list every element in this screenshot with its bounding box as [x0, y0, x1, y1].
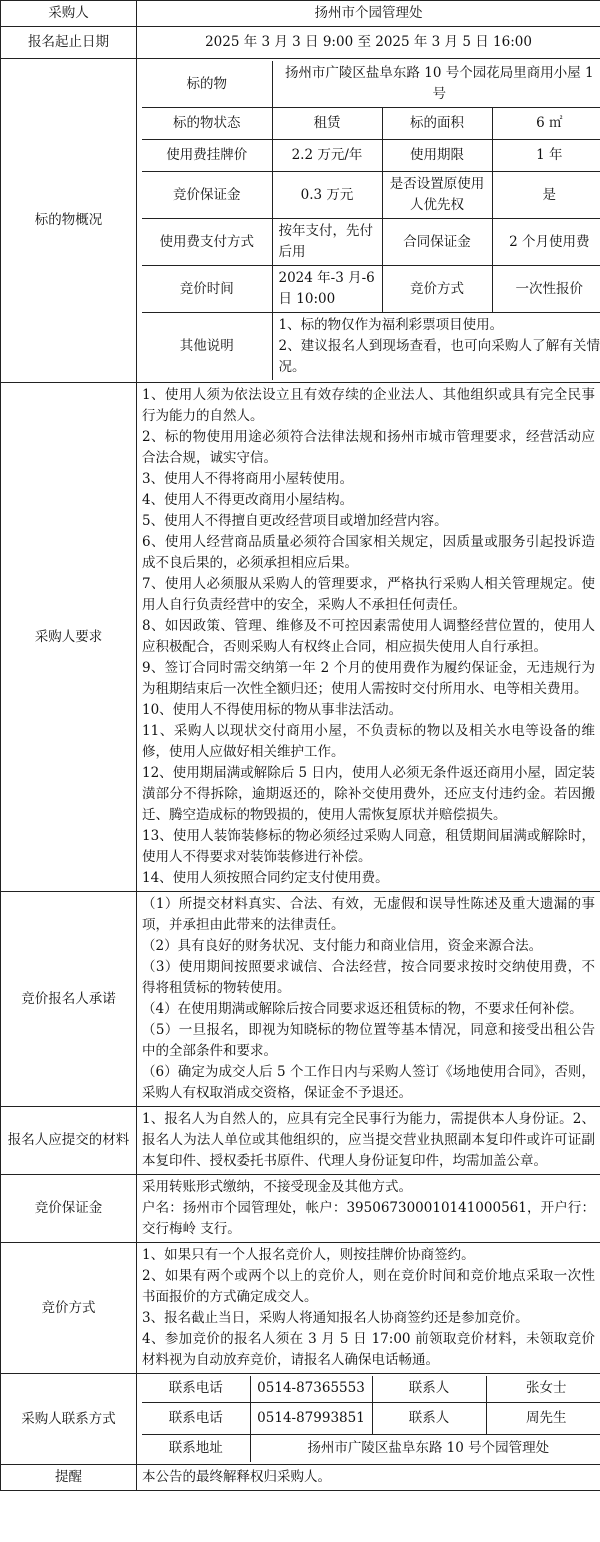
status-row — [142, 108, 600, 140]
area-label: 标的面积 — [382, 108, 492, 140]
deposit-label: 竞价保证金 — [142, 172, 272, 219]
person-value: 周先生 — [486, 1402, 600, 1434]
overview-row — [1, 59, 600, 383]
price-row — [142, 140, 600, 172]
priority-label: 是否设置原使用人优先权 — [382, 172, 492, 219]
requirement-item: 7、使用人必须服从采购人的管理要求，严格执行采购人相关管理规定。使用人自行负责经营中的安全，采购人不承担任何责任。 — [142, 576, 595, 613]
commitment-item: （3）使用期间按照要求诚信、合法经营，按合同要求按时交纳使用费，不得将租赁标的物转使用。 — [142, 959, 595, 996]
bidding-item: 2、如果有两个或两个以上的竞价人，则在竞价时间和竞价地点采取一次性书面报价的方式确定成交人。 — [142, 1268, 595, 1305]
requirement-item: 3、使用人不得将商用小屋转使用。 — [142, 471, 354, 487]
bid-method-value: 一次性报价 — [492, 266, 600, 313]
materials-label: 报名人应提交的材料 — [1, 1107, 137, 1175]
requirement-item: 9、签订合同时需交纳第一年 2 个月的使用费作为履约保证金，无违规行为为租期结束后一次性全额归还；使用人需按时交付所用水、电等相关费用。 — [142, 660, 595, 697]
phone-value: 0514-87993851 — [250, 1402, 372, 1434]
registration-value: 2025 年 3 月 3 日 9:00 至 2025 年 3 月 5 日 16:00 — [137, 27, 600, 59]
bidding-row — [1, 1243, 600, 1374]
commitment-text — [137, 892, 600, 1107]
requirement-item: 6、使用人经营商品质量必须符合国家相关规定，因质量或服务引起投诉造成不良后果的，必须承担相应后果。 — [142, 534, 595, 571]
contact-row — [1, 1374, 600, 1465]
requirements-row — [1, 383, 600, 892]
bidding-item: 4、参加竞价的报名人须在 3 月 5 日 17:00 前领取竞价材料，未领取竞价材料视为自动放弃竞价，请报名人确保电话畅通。 — [142, 1331, 595, 1368]
bid-time-label: 竞价时间 — [142, 266, 272, 313]
phone-value: 0514-87365553 — [250, 1376, 372, 1402]
materials-text: 1、报名人为自然人的，应具有完全民事行为能力，需提供本人身份证。2、报名人为法人单位或其他组织的，应当提交营业执照副本复印件或许可证副本复印件、授权委托书原件、代理人身份证复印件，均需加盖公章。 — [142, 1111, 595, 1169]
commitment-item: （1）所提交材料真实、合法、有效，无虚假和误导性陈述及重大遗漏的事项，并承担由此带来的法律责任。 — [142, 896, 595, 933]
requirement-item: 11、采购人以现状交付商用小屋，不负责标的物以及相关水电等设备的维修，使用人应做好相关维护工作。 — [142, 723, 595, 760]
purchaser-value: 扬州市个园管理处 — [137, 1, 600, 27]
price-label: 使用费挂牌价 — [142, 140, 272, 172]
other-item: 2、建议报名人到现场查看，也可向采购人了解有关情况。 — [278, 338, 600, 375]
purchaser-label: 采购人 — [1, 1, 137, 27]
person-value: 张女士 — [486, 1376, 600, 1402]
requirement-item: 1、使用人须为依法设立且有效存续的企业法人、其他组织或具有完全民事行为能力的自然人。 — [142, 387, 595, 424]
commitment-item: （4）在使用期满或解除后按合同要求返还租赁标的物，不要求任何补偿。 — [142, 1001, 583, 1017]
person-label: 联系人 — [372, 1376, 486, 1402]
commitment-row — [1, 892, 600, 1107]
requirement-item: 12、使用期届满或解除后 5 日内，使用人必须无条件返还商用小屋，固定装潢部分不得拆除，逾期返还的，除补交使用费外，还应支付违约金。若因搬迁、腾空造成标的物毁损的，使用人需恢复原状并赔偿损失。 — [142, 765, 595, 823]
contact-table — [142, 1376, 600, 1462]
contact-label: 采购人联系方式 — [1, 1374, 137, 1465]
commitment-item: （5）一旦报名，即视为知晓标的物位置等基本情况，同意和接受出租公告中的全部条件和要求。 — [142, 1022, 595, 1059]
deposit-info-label: 竞价保证金 — [1, 1175, 137, 1243]
deposit-info-row — [1, 1175, 600, 1243]
contract-deposit-label: 合同保证金 — [382, 219, 492, 266]
subject-value: 扬州市广陵区盐阜东路 10 号个园花局里商用小屋 1 号 — [272, 61, 600, 108]
requirement-item: 4、使用人不得更改商用小屋结构。 — [142, 492, 354, 508]
period-label: 使用期限 — [382, 140, 492, 172]
requirement-item: 14、使用人须按照合同约定支付使用费。 — [142, 870, 389, 886]
materials-row — [1, 1107, 600, 1175]
bid-time-row — [142, 266, 600, 313]
priority-value: 是 — [492, 172, 600, 219]
area-value: 6 ㎡ — [492, 108, 600, 140]
deposit-info-line: 户名：扬州市个园管理处，帐户：395067300010141000561，开户行：交行梅岭 支行。 — [142, 1200, 595, 1237]
bidding-item: 1、如果只有一个人报名竞价人，则按挂牌价协商签约。 — [142, 1247, 475, 1263]
reminder-label: 提醒 — [1, 1465, 137, 1491]
overview-table — [142, 61, 600, 380]
other-text — [272, 313, 600, 381]
requirements-text — [137, 383, 600, 892]
payment-label: 使用费支付方式 — [142, 219, 272, 266]
other-item: 1、标的物仅作为福利彩票项目使用。 — [278, 317, 504, 333]
phone-label: 联系电话 — [142, 1376, 250, 1402]
commitment-item: （6）确定为成交人后 5 个工作日内与采购人签订《场地使用合同》，否则，采购人有权取消成交资格，保证金不予退还。 — [142, 1064, 595, 1101]
bidding-label: 竞价方式 — [1, 1243, 137, 1374]
subject-label: 标的物 — [142, 61, 272, 108]
reminder-row — [1, 1465, 600, 1491]
purchaser-row — [1, 1, 600, 27]
other-label: 其他说明 — [142, 313, 272, 381]
period-value: 1 年 — [492, 140, 600, 172]
requirement-item: 2、标的物使用用途必须符合法律法规和扬州市城市管理要求，经营活动应合法合规，诚实守信。 — [142, 429, 595, 466]
requirement-item: 5、使用人不得擅自更改经营项目或增加经营内容。 — [142, 513, 448, 529]
address-label: 联系地址 — [142, 1434, 250, 1462]
requirements-label: 采购人要求 — [1, 383, 137, 892]
status-label: 标的物状态 — [142, 108, 272, 140]
address-value: 扬州市广陵区盐阜东路 10 号个园管理处 — [250, 1434, 600, 1462]
contact-item — [142, 1376, 600, 1402]
bidding-text — [137, 1243, 600, 1374]
bid-time-value: 2024 年-3 月-6 日 10:00 — [272, 266, 382, 313]
payment-row — [142, 219, 600, 266]
status-value: 租赁 — [272, 108, 382, 140]
deposit-row — [142, 172, 600, 219]
phone-label: 联系电话 — [142, 1402, 250, 1434]
contact-item — [142, 1402, 600, 1434]
bid-method-label: 竞价方式 — [382, 266, 492, 313]
commitment-label: 竞价报名人承诺 — [1, 892, 137, 1107]
registration-row — [1, 27, 600, 59]
requirement-item: 8、如因政策、管理、维修及不可控因素需使用人调整经营位置的，使用人应积极配合，否则采购人有权终止合同，相应损失使用人自行承担。 — [142, 618, 595, 655]
subject-row — [142, 61, 600, 108]
price-value: 2.2 万元/年 — [272, 140, 382, 172]
address-row — [142, 1434, 600, 1462]
contract-deposit-value: 2 个月使用费 — [492, 219, 600, 266]
bidding-item: 3、报名截止当日，采购人将通知报名人协商签约还是参加竞价。 — [142, 1310, 529, 1326]
deposit-info-line: 采用转账形式缴纳，不接受现金及其他方式。 — [142, 1179, 412, 1195]
requirement-item: 13、使用人装饰装修标的物必须经过采购人同意，租赁期间届满或解除时，使用人不得要求对装饰装修进行补偿。 — [142, 828, 595, 865]
payment-value: 按年支付，先付后用 — [272, 219, 382, 266]
commitment-item: （2）具有良好的财务状况、支付能力和商业信用，资金来源合法。 — [142, 938, 543, 954]
person-label: 联系人 — [372, 1402, 486, 1434]
reminder-value: 本公告的最终解释权归采购人。 — [137, 1465, 600, 1491]
deposit-value: 0.3 万元 — [272, 172, 382, 219]
overview-label: 标的物概况 — [1, 59, 137, 383]
other-row — [142, 313, 600, 381]
requirement-item: 10、使用人不得使用标的物从事非法活动。 — [142, 702, 403, 718]
registration-label: 报名起止日期 — [1, 27, 137, 59]
